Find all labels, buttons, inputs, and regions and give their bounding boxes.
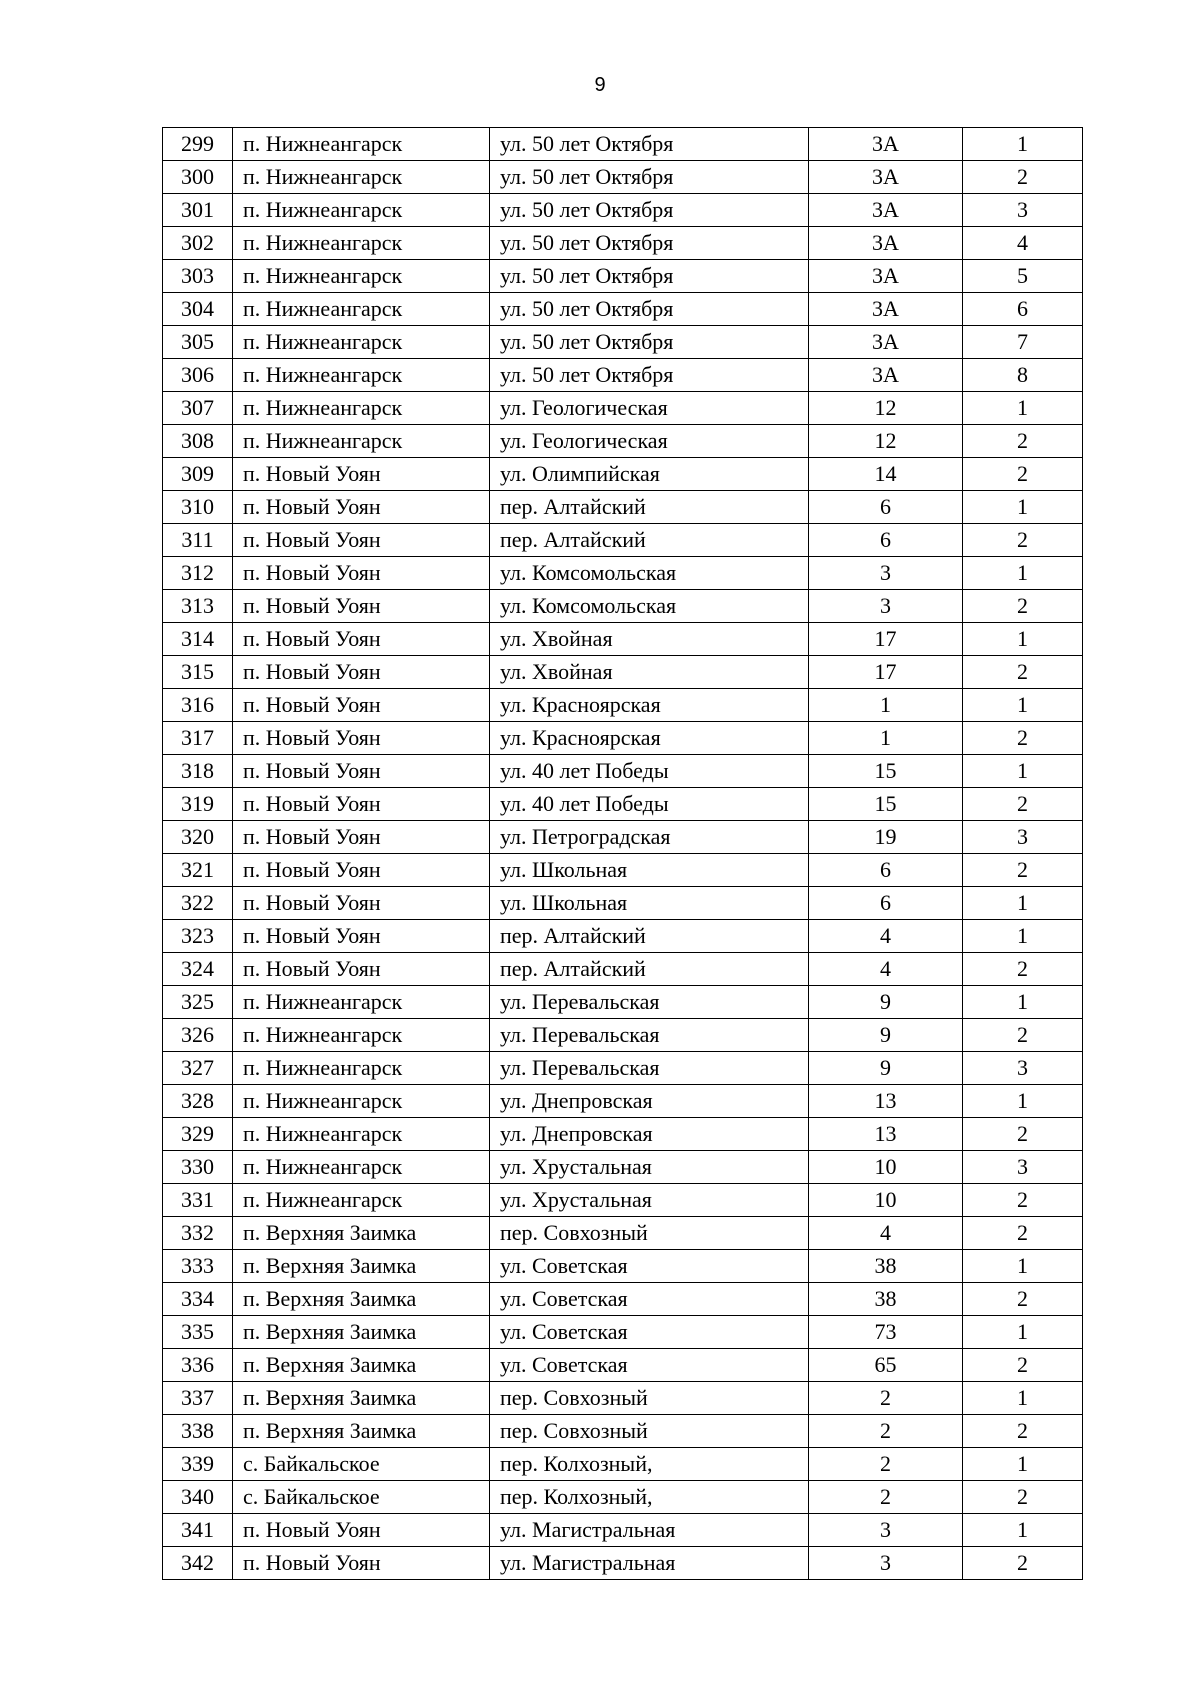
settlement-cell: п. Нижнеангарск (233, 293, 490, 326)
settlement-cell: п. Новый Уоян (233, 1514, 490, 1547)
table-row (163, 524, 1083, 557)
street-cell: ул. Днепровская (490, 1118, 809, 1151)
settlement-cell: п. Нижнеангарск (233, 1151, 490, 1184)
street-cell: ул. Хвойная (490, 623, 809, 656)
apartment-number-cell: 2 (963, 458, 1083, 491)
row-number: 339 (163, 1448, 233, 1481)
row-number: 322 (163, 887, 233, 920)
apartment-number-cell: 1 (963, 755, 1083, 788)
table-row (163, 293, 1083, 326)
table-row (163, 194, 1083, 227)
house-number-cell: 3 (809, 557, 963, 590)
street-cell: пер. Совхозный (490, 1217, 809, 1250)
street-cell: пер. Алтайский (490, 920, 809, 953)
house-number-cell: 3А (809, 128, 963, 161)
settlement-cell: п. Нижнеангарск (233, 425, 490, 458)
table-row (163, 788, 1083, 821)
house-number-cell: 3 (809, 1547, 963, 1580)
house-number-cell: 6 (809, 854, 963, 887)
settlement-cell: п. Верхняя Заимка (233, 1415, 490, 1448)
settlement-cell: п. Новый Уоян (233, 953, 490, 986)
settlement-cell: п. Нижнеангарск (233, 359, 490, 392)
street-cell: ул. Советская (490, 1250, 809, 1283)
apartment-number-cell: 2 (963, 1481, 1083, 1514)
settlement-cell: п. Нижнеангарск (233, 1052, 490, 1085)
row-number: 326 (163, 1019, 233, 1052)
settlement-cell: п. Нижнеангарск (233, 194, 490, 227)
house-number-cell: 1 (809, 689, 963, 722)
house-number-cell: 65 (809, 1349, 963, 1382)
address-table-body (163, 128, 1083, 1580)
row-number: 315 (163, 656, 233, 689)
house-number-cell: 3А (809, 260, 963, 293)
table-row (163, 491, 1083, 524)
settlement-cell: п. Новый Уоян (233, 755, 490, 788)
apartment-number-cell: 2 (963, 656, 1083, 689)
apartment-number-cell: 2 (963, 1019, 1083, 1052)
street-cell: ул. 50 лет Октября (490, 293, 809, 326)
row-number: 313 (163, 590, 233, 623)
row-number: 323 (163, 920, 233, 953)
apartment-number-cell: 6 (963, 293, 1083, 326)
apartment-number-cell: 1 (963, 689, 1083, 722)
page-number: 9 (594, 74, 606, 96)
row-number: 321 (163, 854, 233, 887)
table-row (163, 623, 1083, 656)
street-cell: пер. Алтайский (490, 491, 809, 524)
house-number-cell: 9 (809, 1052, 963, 1085)
table-row (163, 1217, 1083, 1250)
table-row (163, 953, 1083, 986)
settlement-cell: п. Нижнеангарск (233, 392, 490, 425)
street-cell: ул. Хрустальная (490, 1184, 809, 1217)
settlement-cell: п. Новый Уоян (233, 722, 490, 755)
street-cell: ул. 50 лет Октября (490, 194, 809, 227)
street-cell: ул. Перевальская (490, 1052, 809, 1085)
house-number-cell: 9 (809, 1019, 963, 1052)
settlement-cell: с. Байкальское (233, 1448, 490, 1481)
house-number-cell: 3 (809, 590, 963, 623)
street-cell: ул. Советская (490, 1316, 809, 1349)
row-number: 299 (163, 128, 233, 161)
settlement-cell: п. Нижнеангарск (233, 227, 490, 260)
street-cell: ул. 50 лет Октября (490, 227, 809, 260)
house-number-cell: 3А (809, 194, 963, 227)
table-row (163, 1184, 1083, 1217)
apartment-number-cell: 3 (963, 1052, 1083, 1085)
settlement-cell: п. Верхняя Заимка (233, 1316, 490, 1349)
apartment-number-cell: 1 (963, 623, 1083, 656)
row-number: 302 (163, 227, 233, 260)
apartment-number-cell: 1 (963, 1250, 1083, 1283)
street-cell: ул. Олимпийская (490, 458, 809, 491)
settlement-cell: п. Верхняя Заимка (233, 1382, 490, 1415)
house-number-cell: 4 (809, 1217, 963, 1250)
street-cell: пер. Колхозный, (490, 1481, 809, 1514)
apartment-number-cell: 3 (963, 821, 1083, 854)
row-number: 310 (163, 491, 233, 524)
row-number: 300 (163, 161, 233, 194)
row-number: 312 (163, 557, 233, 590)
house-number-cell: 38 (809, 1250, 963, 1283)
row-number: 307 (163, 392, 233, 425)
table-row (163, 359, 1083, 392)
apartment-number-cell: 7 (963, 326, 1083, 359)
row-number: 306 (163, 359, 233, 392)
street-cell: ул. 50 лет Октября (490, 161, 809, 194)
street-cell: ул. 40 лет Победы (490, 755, 809, 788)
street-cell: ул. 50 лет Октября (490, 128, 809, 161)
apartment-number-cell: 2 (963, 590, 1083, 623)
house-number-cell: 3А (809, 326, 963, 359)
house-number-cell: 15 (809, 755, 963, 788)
table-row (163, 1085, 1083, 1118)
street-cell: ул. Советская (490, 1283, 809, 1316)
apartment-number-cell: 4 (963, 227, 1083, 260)
table-row (163, 1448, 1083, 1481)
row-number: 332 (163, 1217, 233, 1250)
house-number-cell: 3А (809, 359, 963, 392)
street-cell: ул. Советская (490, 1349, 809, 1382)
table-row (163, 1415, 1083, 1448)
street-cell: ул. Комсомольская (490, 590, 809, 623)
house-number-cell: 10 (809, 1151, 963, 1184)
table-row (163, 1019, 1083, 1052)
settlement-cell: п. Новый Уоян (233, 656, 490, 689)
apartment-number-cell: 1 (963, 491, 1083, 524)
apartment-number-cell: 2 (963, 1184, 1083, 1217)
table-row (163, 458, 1083, 491)
apartment-number-cell: 1 (963, 1448, 1083, 1481)
row-number: 316 (163, 689, 233, 722)
apartment-number-cell: 2 (963, 788, 1083, 821)
table-row (163, 821, 1083, 854)
house-number-cell: 3А (809, 161, 963, 194)
house-number-cell: 4 (809, 953, 963, 986)
street-cell: пер. Алтайский (490, 524, 809, 557)
table-row (163, 1514, 1083, 1547)
row-number: 330 (163, 1151, 233, 1184)
street-cell: ул. Красноярская (490, 689, 809, 722)
apartment-number-cell: 1 (963, 1316, 1083, 1349)
table-row (163, 1250, 1083, 1283)
row-number: 325 (163, 986, 233, 1019)
settlement-cell: п. Новый Уоян (233, 524, 490, 557)
street-cell: ул. 40 лет Победы (490, 788, 809, 821)
table-row (163, 1547, 1083, 1580)
table-row (163, 986, 1083, 1019)
apartment-number-cell: 2 (963, 1118, 1083, 1151)
table-row (163, 392, 1083, 425)
table-row (163, 755, 1083, 788)
apartment-number-cell: 2 (963, 854, 1083, 887)
house-number-cell: 9 (809, 986, 963, 1019)
apartment-number-cell: 1 (963, 986, 1083, 1019)
street-cell: ул. Геологическая (490, 392, 809, 425)
house-number-cell: 2 (809, 1382, 963, 1415)
table-row (163, 1382, 1083, 1415)
table-row (163, 227, 1083, 260)
row-number: 305 (163, 326, 233, 359)
apartment-number-cell: 3 (963, 1151, 1083, 1184)
row-number: 324 (163, 953, 233, 986)
street-cell: ул. 50 лет Октября (490, 260, 809, 293)
house-number-cell: 2 (809, 1481, 963, 1514)
settlement-cell: п. Нижнеангарск (233, 1019, 490, 1052)
settlement-cell: п. Новый Уоян (233, 491, 490, 524)
apartment-number-cell: 1 (963, 1514, 1083, 1547)
row-number: 329 (163, 1118, 233, 1151)
house-number-cell: 3 (809, 1514, 963, 1547)
row-number: 336 (163, 1349, 233, 1382)
street-cell: ул. Магистральная (490, 1547, 809, 1580)
row-number: 318 (163, 755, 233, 788)
street-cell: ул. Комсомольская (490, 557, 809, 590)
apartment-number-cell: 1 (963, 1085, 1083, 1118)
street-cell: ул. Красноярская (490, 722, 809, 755)
street-cell: ул. 50 лет Октября (490, 359, 809, 392)
apartment-number-cell: 1 (963, 128, 1083, 161)
settlement-cell: п. Нижнеангарск (233, 161, 490, 194)
apartment-number-cell: 1 (963, 1382, 1083, 1415)
house-number-cell: 6 (809, 491, 963, 524)
apartment-number-cell: 8 (963, 359, 1083, 392)
settlement-cell: п. Новый Уоян (233, 623, 490, 656)
street-cell: пер. Совхозный (490, 1415, 809, 1448)
row-number: 333 (163, 1250, 233, 1283)
street-cell: ул. Перевальская (490, 986, 809, 1019)
row-number: 314 (163, 623, 233, 656)
row-number: 342 (163, 1547, 233, 1580)
table-row (163, 1118, 1083, 1151)
house-number-cell: 3А (809, 293, 963, 326)
house-number-cell: 12 (809, 425, 963, 458)
house-number-cell: 4 (809, 920, 963, 953)
street-cell: ул. Петроградская (490, 821, 809, 854)
row-number: 317 (163, 722, 233, 755)
table-row (163, 326, 1083, 359)
settlement-cell: п. Нижнеангарск (233, 128, 490, 161)
apartment-number-cell: 5 (963, 260, 1083, 293)
apartment-number-cell: 1 (963, 557, 1083, 590)
row-number: 328 (163, 1085, 233, 1118)
settlement-cell: п. Верхняя Заимка (233, 1283, 490, 1316)
settlement-cell: п. Новый Уоян (233, 458, 490, 491)
apartment-number-cell: 1 (963, 920, 1083, 953)
row-number: 340 (163, 1481, 233, 1514)
house-number-cell: 19 (809, 821, 963, 854)
row-number: 308 (163, 425, 233, 458)
settlement-cell: п. Новый Уоян (233, 1547, 490, 1580)
settlement-cell: п. Нижнеангарск (233, 260, 490, 293)
row-number: 304 (163, 293, 233, 326)
street-cell: ул. Хвойная (490, 656, 809, 689)
table-row (163, 1349, 1083, 1382)
settlement-cell: п. Нижнеангарск (233, 326, 490, 359)
house-number-cell: 3А (809, 227, 963, 260)
row-number: 311 (163, 524, 233, 557)
table-row (163, 161, 1083, 194)
table-row (163, 689, 1083, 722)
house-number-cell: 6 (809, 524, 963, 557)
apartment-number-cell: 3 (963, 194, 1083, 227)
table-row (163, 722, 1083, 755)
settlement-cell: п. Новый Уоян (233, 887, 490, 920)
row-number: 319 (163, 788, 233, 821)
apartment-number-cell: 1 (963, 887, 1083, 920)
house-number-cell: 1 (809, 722, 963, 755)
apartment-number-cell: 2 (963, 1547, 1083, 1580)
row-number: 320 (163, 821, 233, 854)
row-number: 337 (163, 1382, 233, 1415)
settlement-cell: п. Новый Уоян (233, 821, 490, 854)
apartment-number-cell: 2 (963, 1349, 1083, 1382)
row-number: 341 (163, 1514, 233, 1547)
house-number-cell: 13 (809, 1085, 963, 1118)
row-number: 334 (163, 1283, 233, 1316)
table-row (163, 854, 1083, 887)
house-number-cell: 13 (809, 1118, 963, 1151)
house-number-cell: 17 (809, 623, 963, 656)
table-row (163, 260, 1083, 293)
settlement-cell: п. Верхняя Заимка (233, 1250, 490, 1283)
apartment-number-cell: 2 (963, 953, 1083, 986)
house-number-cell: 2 (809, 1448, 963, 1481)
table-row (163, 1481, 1083, 1514)
table-row (163, 920, 1083, 953)
apartment-number-cell: 2 (963, 1283, 1083, 1316)
house-number-cell: 2 (809, 1415, 963, 1448)
table-row (163, 1052, 1083, 1085)
street-cell: ул. Хрустальная (490, 1151, 809, 1184)
street-cell: ул. 50 лет Октября (490, 326, 809, 359)
apartment-number-cell: 2 (963, 161, 1083, 194)
street-cell: ул. Геологическая (490, 425, 809, 458)
house-number-cell: 15 (809, 788, 963, 821)
row-number: 335 (163, 1316, 233, 1349)
table-row (163, 887, 1083, 920)
street-cell: пер. Совхозный (490, 1382, 809, 1415)
table-row (163, 656, 1083, 689)
settlement-cell: п. Нижнеангарск (233, 1184, 490, 1217)
settlement-cell: с. Байкальское (233, 1481, 490, 1514)
apartment-number-cell: 2 (963, 425, 1083, 458)
address-table (162, 127, 1083, 1580)
row-number: 327 (163, 1052, 233, 1085)
apartment-number-cell: 2 (963, 524, 1083, 557)
house-number-cell: 14 (809, 458, 963, 491)
settlement-cell: п. Нижнеангарск (233, 1085, 490, 1118)
settlement-cell: п. Новый Уоян (233, 920, 490, 953)
table-row (163, 128, 1083, 161)
settlement-cell: п. Нижнеангарск (233, 1118, 490, 1151)
apartment-number-cell: 2 (963, 1415, 1083, 1448)
table-row (163, 557, 1083, 590)
settlement-cell: п. Верхняя Заимка (233, 1217, 490, 1250)
settlement-cell: п. Новый Уоян (233, 854, 490, 887)
settlement-cell: п. Новый Уоян (233, 590, 490, 623)
house-number-cell: 10 (809, 1184, 963, 1217)
street-cell: ул. Перевальская (490, 1019, 809, 1052)
street-cell: пер. Алтайский (490, 953, 809, 986)
table-row (163, 1151, 1083, 1184)
street-cell: ул. Школьная (490, 854, 809, 887)
street-cell: пер. Колхозный, (490, 1448, 809, 1481)
apartment-number-cell: 2 (963, 722, 1083, 755)
settlement-cell: п. Новый Уоян (233, 689, 490, 722)
row-number: 331 (163, 1184, 233, 1217)
row-number: 303 (163, 260, 233, 293)
street-cell: ул. Магистральная (490, 1514, 809, 1547)
row-number: 338 (163, 1415, 233, 1448)
street-cell: ул. Днепровская (490, 1085, 809, 1118)
table-row (163, 1283, 1083, 1316)
settlement-cell: п. Верхняя Заимка (233, 1349, 490, 1382)
table-row (163, 590, 1083, 623)
settlement-cell: п. Новый Уоян (233, 557, 490, 590)
house-number-cell: 12 (809, 392, 963, 425)
street-cell: ул. Школьная (490, 887, 809, 920)
row-number: 301 (163, 194, 233, 227)
apartment-number-cell: 1 (963, 392, 1083, 425)
row-number: 309 (163, 458, 233, 491)
house-number-cell: 73 (809, 1316, 963, 1349)
settlement-cell: п. Нижнеангарск (233, 986, 490, 1019)
apartment-number-cell: 2 (963, 1217, 1083, 1250)
table-row (163, 1316, 1083, 1349)
settlement-cell: п. Новый Уоян (233, 788, 490, 821)
house-number-cell: 17 (809, 656, 963, 689)
house-number-cell: 38 (809, 1283, 963, 1316)
table-row (163, 425, 1083, 458)
house-number-cell: 6 (809, 887, 963, 920)
